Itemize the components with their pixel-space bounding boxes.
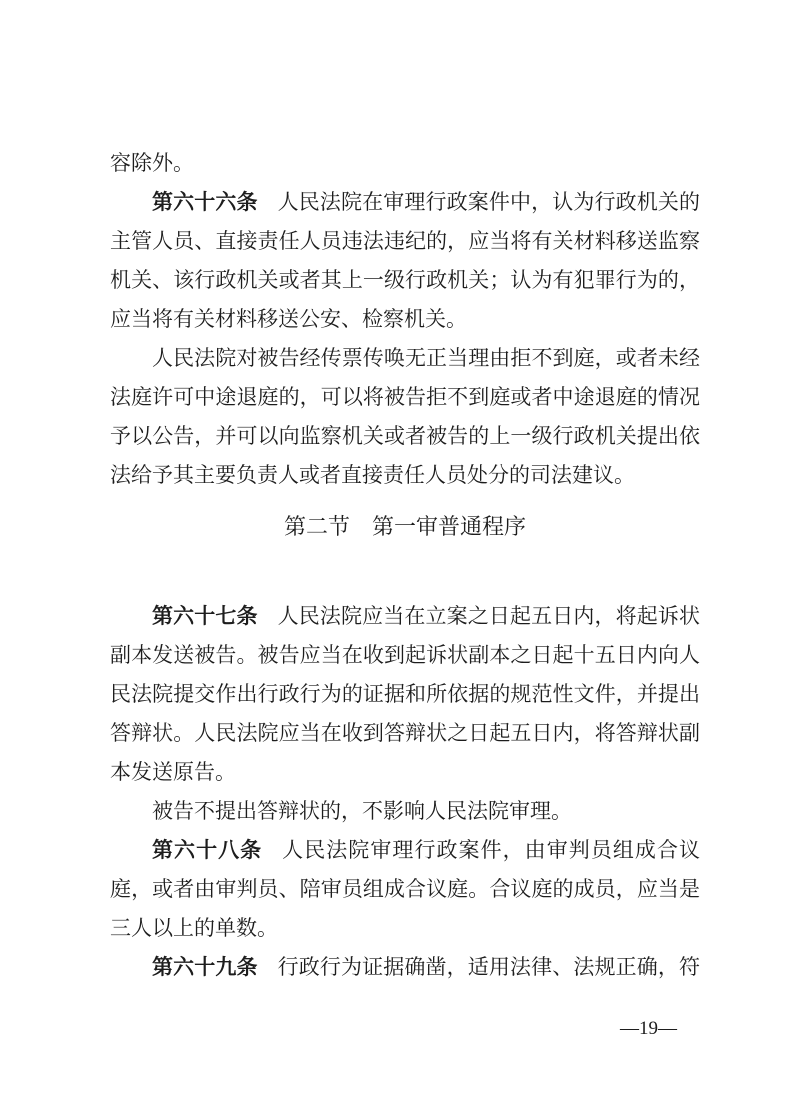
paragraph-text: 人民法院对被告经传票传唤无正当理由拒不到庭，或者未经法庭许可中途退庭的，可以将被告拒不到庭或者中途退庭的情况予以公告，并可以向监察机关或者被告的上一级行政机关提出依法给予其主要负责人或者直接责任人员处分的司法建议。 bbox=[110, 346, 700, 487]
article-66-paragraph bbox=[110, 183, 700, 339]
article-69-paragraph bbox=[110, 948, 700, 987]
article-69-number-label: 第六十九条 bbox=[152, 956, 258, 979]
paragraph-text: 容除外。 bbox=[110, 151, 194, 175]
article-66-second-paragraph bbox=[110, 339, 700, 495]
document-body bbox=[110, 144, 700, 987]
article-68-paragraph bbox=[110, 831, 700, 948]
section-heading: 第二节 第一审普通程序 bbox=[283, 514, 526, 539]
page-number: —19— bbox=[620, 1018, 677, 1039]
article-66-text: 人民法院在审理行政案件中，认为行政机关的主管人员、直接责任人员违法违纪的，应当将有关材料移送监察机关、该行政机关或者其上一级行政机关；认为有犯罪行为的，应当将有关材料移送公安、检察机关。 bbox=[110, 190, 701, 331]
article-68-text: 人民法院审理行政案件，由审判员组成合议庭，或者由审判员、陪审员组成合议庭。合议庭的成员，应当是三人以上的单数。 bbox=[110, 838, 701, 940]
paragraph-continuation bbox=[110, 144, 700, 183]
article-67-paragraph bbox=[110, 597, 700, 792]
article-67-text: 人民法院应当在立案之日起五日内，将起诉状副本发送被告。被告应当在收到起诉状副本之日起十五日内向人民法院提交作出行政行为的证据和所依据的规范性文件，并提出答辩状。人民法院应当在收到答辩状之日起五日内，将答辩状副本发送原告。 bbox=[110, 604, 701, 784]
paragraph-text: 被告不提出答辩状的，不影响人民法院审理。 bbox=[152, 799, 572, 823]
article-67-second-paragraph bbox=[110, 792, 700, 831]
article-69-text: 行政行为证据确凿，适用法律、法规正确，符 bbox=[277, 955, 701, 979]
article-68-number-label: 第六十八条 bbox=[152, 839, 263, 862]
article-67-number-label: 第六十七条 bbox=[152, 605, 258, 628]
article-66-number-label: 第六十六条 bbox=[152, 191, 258, 214]
